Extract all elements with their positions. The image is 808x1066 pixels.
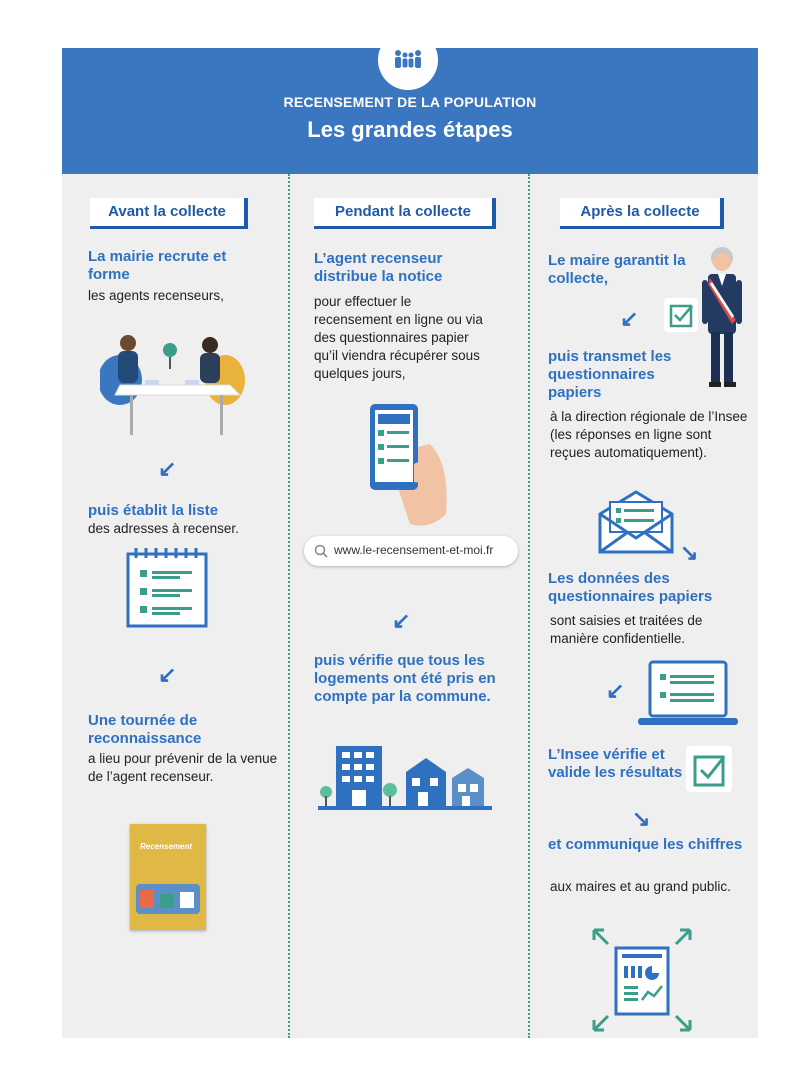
page-title: Les grandes étapes xyxy=(307,117,513,142)
family-icon xyxy=(392,48,424,70)
buildings-illustration xyxy=(318,740,492,812)
flow-arrow-icon: ↘ xyxy=(632,806,651,831)
apres-step5-text: aux maires et au grand public. xyxy=(550,879,731,894)
avant-step2-title: puis établit la liste xyxy=(88,502,219,519)
apres-step4-title: L’Insee vérifie et valide les résultats xyxy=(548,746,683,781)
avant-step3-text: a lieu pour prévenir de la venue de l’agent recenseur. xyxy=(88,751,278,784)
laptop-icon xyxy=(636,660,740,728)
apres-step2-title: puis transmet les questionnaires papiers xyxy=(548,348,672,401)
avant-step1-title: La mairie recrute et forme xyxy=(88,248,227,283)
heading-pendant: Pendant la collecte xyxy=(314,198,496,229)
logo-badge xyxy=(378,30,438,90)
column-divider xyxy=(528,174,530,1038)
apres-step1-title: Le maire garantit la collecte, xyxy=(548,252,686,287)
phone-hand-illustration xyxy=(370,404,460,528)
pendant-step2-title: puis vérifie que tous les logements ont été pris en compte par la commune. xyxy=(314,652,496,705)
pendant-step1-title: L’agent recenseur distribue la notice xyxy=(314,250,443,285)
checkbox-icon xyxy=(686,746,732,792)
mayor-illustration xyxy=(698,244,748,392)
heading-apres: Après la collecte xyxy=(560,198,724,229)
column-divider xyxy=(288,174,290,1038)
apres-step3-text: sont saisies et traitées de manière confidentielle. xyxy=(550,613,703,646)
search-icon xyxy=(314,544,328,558)
heading-avant: Avant la collecte xyxy=(90,198,248,229)
search-url[interactable]: www.le-recensement-et-moi.fr xyxy=(334,543,494,557)
apres-step5-title: et communique les chiffres xyxy=(548,836,743,853)
brochure-image xyxy=(130,824,206,930)
validation-badge xyxy=(686,746,732,792)
flow-arrow-icon: ↙ xyxy=(620,306,639,331)
report-icon xyxy=(588,924,696,1036)
avant-step3-title: Une tournée de reconnaissance xyxy=(88,712,202,747)
flow-arrow-icon: ↙ xyxy=(606,678,625,703)
flow-arrow-icon: ↘ xyxy=(680,540,699,565)
search-bar[interactable] xyxy=(304,536,518,566)
flow-arrow-icon: ↙ xyxy=(392,608,411,633)
checkbox-badge xyxy=(664,298,698,332)
notepad-icon xyxy=(126,546,208,628)
avant-step2-text: des adresses à recenser. xyxy=(88,521,239,536)
flow-arrow-icon: ↙ xyxy=(158,662,177,687)
envelope-icon xyxy=(598,490,674,554)
brochure-title: Recensement xyxy=(140,842,193,851)
apres-step3-title: Les données des questionnaires papiers xyxy=(548,570,713,605)
apres-step2-text: à la direction régionale de l’Insee (les réponses en ligne sont reçues automatiquement). xyxy=(550,409,748,460)
flow-arrow-icon: ↙ xyxy=(158,456,177,481)
pendant-step1-text: pour effectuer le recensement en ligne ou via des questionnaires papier qu’il viendra récupérer sous quelques jours, xyxy=(314,294,483,381)
meeting-illustration xyxy=(100,325,255,440)
avant-step1-text: les agents recenseurs, xyxy=(88,288,224,303)
checkbox-icon xyxy=(664,298,698,332)
header-supertitle: RECENSEMENT DE LA POPULATION xyxy=(283,94,537,110)
